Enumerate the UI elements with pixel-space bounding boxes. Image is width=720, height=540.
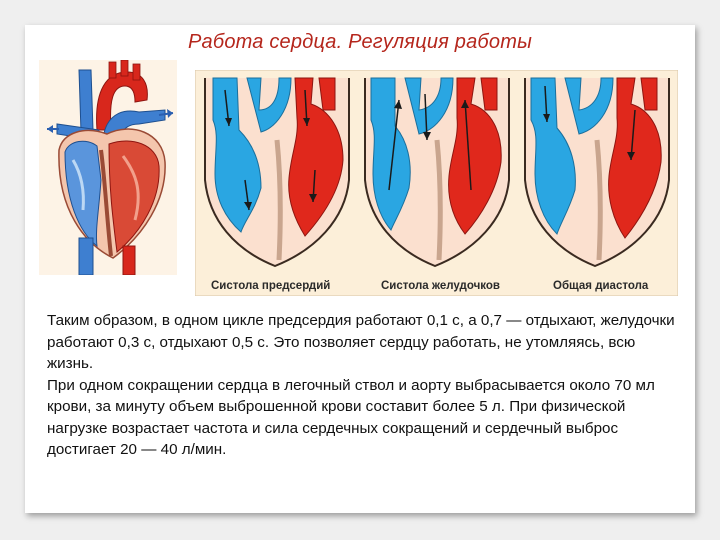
- phase-label-ventricular-systole: Систола желудочков: [381, 280, 500, 292]
- heart-anatomy-illustration: [39, 60, 177, 275]
- phase-label-atrial-systole: Систола предсердий: [211, 280, 331, 292]
- paragraph-cardiac-output: При одном сокращении сердца в легочный ствол и аорту выбрасывается около 70 мл крови, за минуту объем выброшенной крови составит более 5 л. При физической нагрузке возрастает частота и сила сердечных сокращений и сердечный выброс достигает 20 — 40 л/мин.: [47, 376, 655, 458]
- phase-label-general-diastole: Общая диастола: [553, 280, 649, 292]
- cardiac-cycle-figure: [195, 70, 678, 296]
- slide-title: Работа сердца. Регуляция работы: [188, 31, 532, 53]
- body-text: [47, 310, 677, 461]
- slide: [25, 25, 695, 513]
- paragraph-cycle-timing: Таким образом, в одном цикле предсердия работают 0,1 с, а 0,7 — отдыхают, желудочки работают 0,3 с, отдыхают 0,5 с. Это позволяет сердцу работать, не утомляясь, всю жизнь.: [47, 312, 675, 372]
